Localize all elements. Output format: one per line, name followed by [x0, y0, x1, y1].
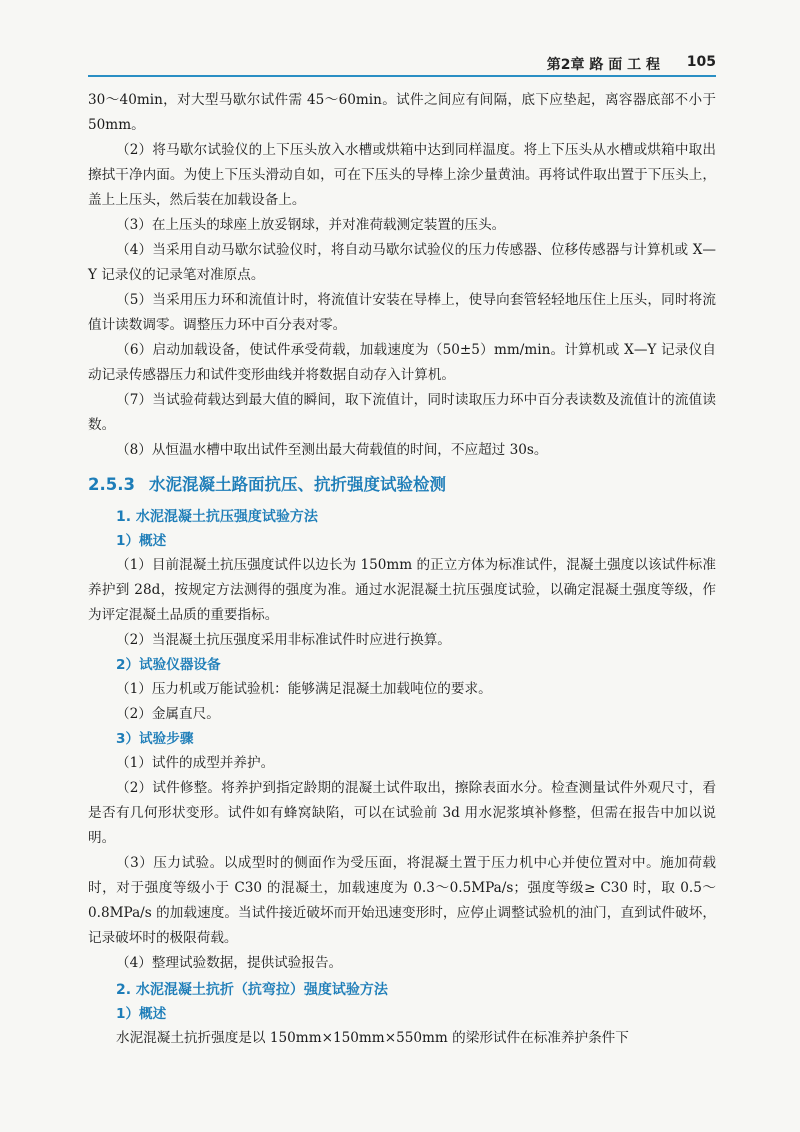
subsection-heading-1: 1. 水泥混凝土抗压强度试验方法 — [116, 509, 318, 525]
paragraph-procedure-4: （4）整理试验数据，提供试验报告。 — [116, 955, 343, 971]
section-title: 水泥混凝土路面抗压、抗折强度试验检测 — [148, 475, 446, 494]
paragraph-equipment-1: （1）压力机或万能试验机：能够满足混凝土加载吨位的要求。 — [116, 681, 492, 697]
paragraph-continued: 30～40min，对大型马歇尔试件需 45～60min。试件之间应有间隔，底下应垫起，离容器底部不小于 50mm。 — [88, 92, 716, 133]
heading-equipment: 2）试验仪器设备 — [116, 657, 221, 673]
page-number: 105 — [686, 54, 716, 70]
section-heading — [88, 471, 716, 499]
paragraph-step-2: （2）将马歇尔试验仪的上下压头放入水槽或烘箱中达到同样温度。将上下压头从水槽或烘箱中取出擦拭干净内面。为使上下压头滑动自如，可在下压头的导棒上涂少量黄油。再将试件取出置于下压头上，盖上上压头，然后装在加载设备上。 — [88, 142, 716, 208]
heading-procedure: 3）试验步骤 — [116, 731, 194, 747]
paragraph-step-6: （6）启动加载设备，使试件承受荷载，加载速度为（50±5）mm/min。计算机或 X—Y 记录仪自动记录传感器压力和试件变形曲线并将数据自动存入计算机。 — [88, 342, 716, 383]
page-header — [88, 52, 716, 76]
paragraph-procedure-1: （1）试件的成型并养护。 — [116, 755, 275, 771]
subsection-heading-2: 2. 水泥混凝土抗折（抗弯拉）强度试验方法 — [116, 982, 388, 998]
paragraph-flexural-overview: 水泥混凝土抗折强度是以 150mm×150mm×550mm 的梁形试件在标准养护条件下 — [116, 1030, 629, 1046]
paragraph-overview-1: （1）目前混凝土抗压强度试件以边长为 150mm 的正立方体为标准试件，混凝土强度以该试件标准养护到 28d，按规定方法测得的强度为准。通过水泥混凝土抗压强度试验，以确定混凝土强度等级，作为评定混凝土品质的重要指标。 — [88, 557, 716, 623]
section-number: 2.5.3 — [88, 475, 135, 494]
header-rule — [88, 75, 716, 77]
paragraph-step-3: （3）在上压头的球座上放妥钢球，并对准荷载测定装置的压头。 — [116, 217, 506, 233]
heading-overview: 1）概述 — [116, 533, 167, 549]
page-body — [88, 88, 716, 1051]
paragraph-step-8: （8）从恒温水槽中取出试件至测出最大荷载值的时间，不应超过 30s。 — [116, 442, 548, 458]
running-title: 第2章 路 面 工 程 — [546, 57, 660, 73]
heading-overview-2: 1）概述 — [116, 1006, 167, 1022]
paragraph-step-7: （7）当试验荷载达到最大值的瞬间，取下流值计，同时读取压力环中百分表读数及流值计的流值读数。 — [88, 392, 716, 433]
paragraph-procedure-2: （2）试件修整。将养护到指定龄期的混凝土试件取出，擦除表面水分。检查测量试件外观尺寸，看是否有几何形状变形。试件如有蜂窝缺陷，可以在试验前 3d 用水泥浆填补修整，但需在报告中加以说明。 — [88, 780, 716, 846]
paragraph-overview-2: （2）当混凝土抗压强度采用非标准试件时应进行换算。 — [116, 632, 451, 648]
paragraph-step-4: （4）当采用自动马歇尔试验仪时，将自动马歇尔试验仪的压力传感器、位移传感器与计算机或 X—Y 记录仪的记录笔对准原点。 — [88, 242, 716, 283]
paragraph-step-5: （5）当采用压力环和流值计时，将流值计安装在导棒上，使导向套管轻轻地压住上压头，同时将流值计读数调零。调整压力环中百分表对零。 — [88, 292, 716, 333]
paragraph-procedure-3: （3）压力试验。以成型时的侧面作为受压面，将混凝土置于压力机中心并使位置对中。施加荷载时，对于强度等级小于 C30 的混凝土，加载速度为 0.3～0.5MPa/s；强度等级≥ C30 时，取 0.5～0.8MPa/s 的加载速度。当试件接近破坏而开始迅速变形时，应停止调整试验机的油门，直到试件破坏，记录破坏时的极限荷载。 — [88, 855, 716, 946]
paragraph-equipment-2: （2）金属直尺。 — [116, 706, 220, 722]
